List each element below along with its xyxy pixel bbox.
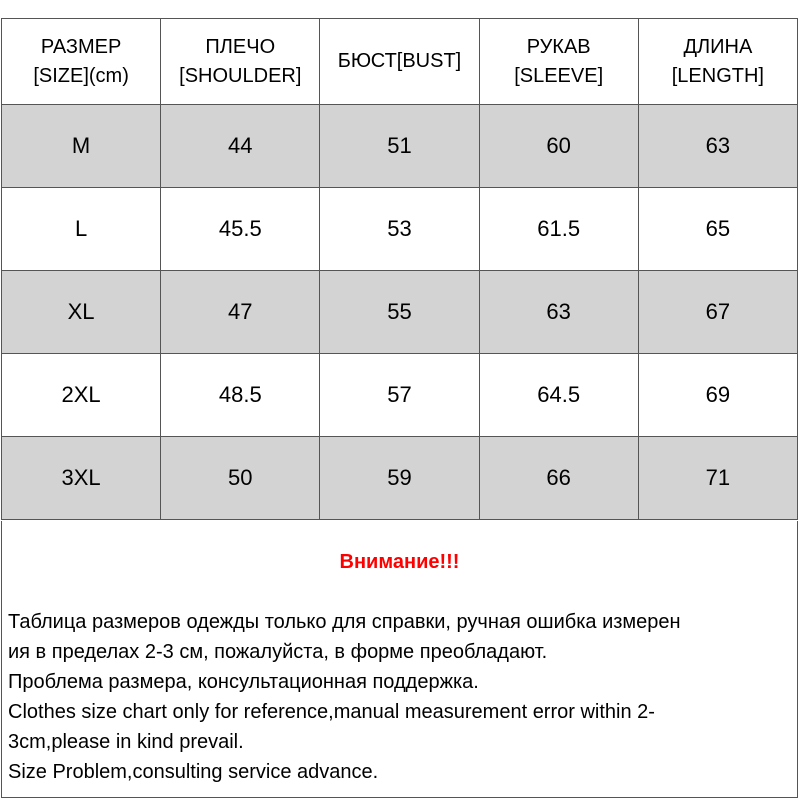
table-row (2, 437, 798, 520)
header-size (2, 19, 161, 105)
cell-shoulder: 48.5 (161, 354, 320, 437)
cell-sleeve: 64.5 (479, 354, 638, 437)
cell-length: 63 (638, 105, 797, 188)
header-bust-ru: БЮСТ[BUST] (337, 50, 462, 72)
header-shoulder (161, 19, 320, 105)
cell-size: 2XL (2, 354, 161, 437)
header-shoulder-ru: ПЛЕЧО (205, 35, 276, 58)
cell-length: 69 (638, 354, 797, 437)
header-length-en: [LENGTH] (671, 64, 764, 87)
cell-sleeve: 61.5 (479, 188, 638, 271)
cell-length: 71 (638, 437, 797, 520)
table-row (2, 271, 798, 354)
header-sleeve-en: [SLEEVE] (514, 64, 604, 87)
cell-bust: 59 (320, 437, 479, 520)
cell-bust: 57 (320, 354, 479, 437)
cell-bust: 51 (320, 105, 479, 188)
cell-shoulder: 45.5 (161, 188, 320, 271)
cell-length: 67 (638, 271, 797, 354)
header-sleeve-ru: РУКАВ (526, 35, 591, 58)
header-length-ru: ДЛИНА (683, 35, 753, 58)
notice-line: Таблица размеров одежды только для справки, ручная ошибка измерен (8, 611, 681, 633)
cell-bust: 55 (320, 271, 479, 354)
cell-length: 65 (638, 188, 797, 271)
cell-size: 3XL (2, 437, 161, 520)
notice-line: Проблема размера, консультационная поддержка. (8, 671, 479, 693)
table-row (2, 105, 798, 188)
notice-box (1, 521, 798, 798)
notice-line: Clothes size chart only for reference,manual measurement error within 2- (8, 701, 655, 723)
notice-title: Внимание!!! (339, 551, 460, 573)
table-row (2, 354, 798, 437)
cell-shoulder: 47 (161, 271, 320, 354)
table-header-row (2, 19, 798, 105)
header-size-en: [SIZE](cm) (33, 64, 129, 87)
notice-line: ия в пределах 2-3 см, пожалуйста, в форме преобладают. (8, 641, 548, 663)
cell-size: XL (2, 271, 161, 354)
notice-line: Size Problem,consulting service advance. (8, 761, 379, 783)
header-size-ru: РАЗМЕР (40, 35, 122, 58)
cell-shoulder: 50 (161, 437, 320, 520)
cell-size: L (2, 188, 161, 271)
cell-shoulder: 44 (161, 105, 320, 188)
notice-body (8, 607, 793, 787)
header-sleeve (479, 19, 638, 105)
header-bust (320, 19, 479, 105)
header-shoulder-en: [SHOULDER] (179, 64, 302, 87)
cell-sleeve: 66 (479, 437, 638, 520)
size-table (1, 18, 798, 520)
header-length (638, 19, 797, 105)
cell-bust: 53 (320, 188, 479, 271)
notice-line: 3cm,please in kind prevail. (8, 731, 244, 753)
cell-size: M (2, 105, 161, 188)
cell-sleeve: 63 (479, 271, 638, 354)
table-row (2, 188, 798, 271)
cell-sleeve: 60 (479, 105, 638, 188)
